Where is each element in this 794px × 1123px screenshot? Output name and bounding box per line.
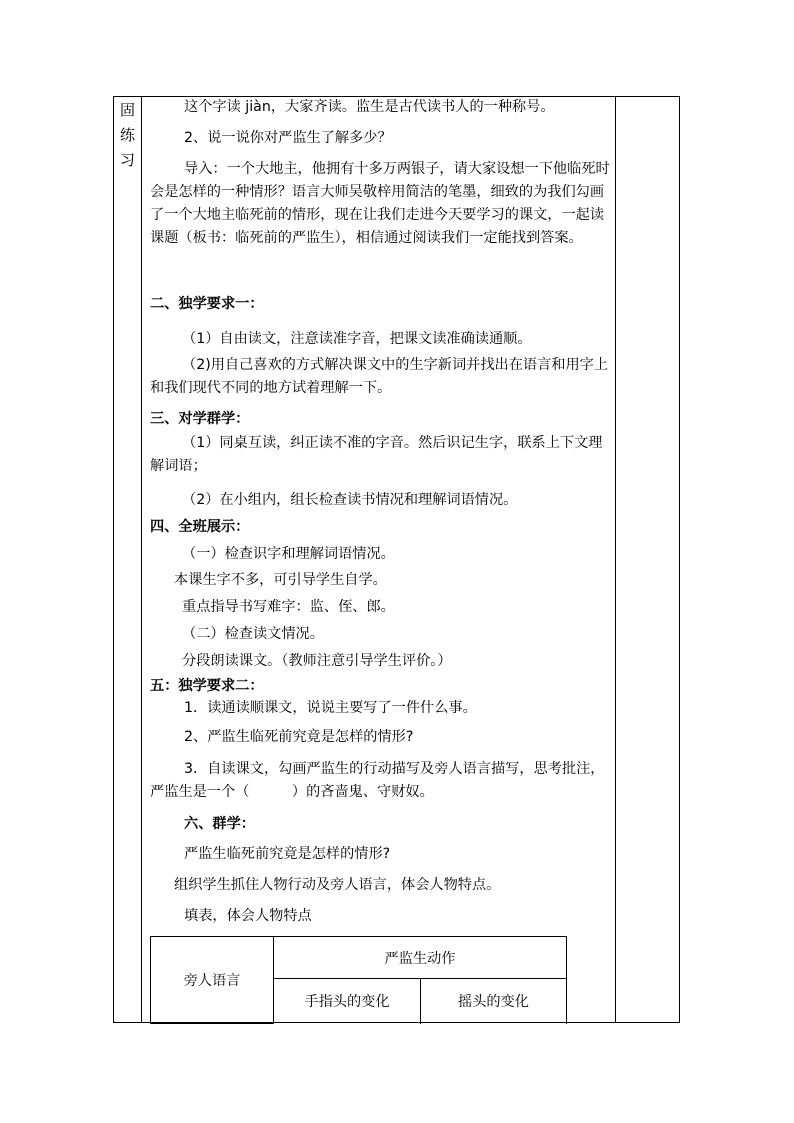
intro-paragraph: 导入：一个大地主，他拥有十多万两银子，请大家设想一下他临死时会是怎样的一种情形？语言大师吴敬梓用简洁的笔墨，细致的为我们勾画了一个大地主临死前的情形，现在让我们走进今天要学习的课文，一起读课题（板书：临死前的严监生），相信通过阅读我们一定能找到答案。 <box>150 161 610 246</box>
text-line: 这个字读 jiàn，大家齐读。监生是古代读书人的一种称号。 <box>184 99 555 115</box>
text-line: 1．读通读顺课文，说说主要写了一件什么事。 <box>184 700 477 716</box>
section-label-char: 习 <box>119 151 135 169</box>
text-line: 本课生字不多，可引导学生自学。 <box>174 572 387 588</box>
column-divider-right <box>615 96 616 1023</box>
section-label-char: 练 <box>119 126 135 144</box>
text-paragraph: 3．自读课文，勾画严监生的行动描写及旁人语言描写，思考批注，严监生是一个（ ）的吝啬鬼、守财奴。 <box>150 761 605 800</box>
text-line: （二）检查读文情况。 <box>182 626 324 642</box>
text-line: 分段朗读课文。（教师注意引导学生评价。） <box>182 653 452 669</box>
text-line: 严监生临死前究竟是怎样的情形? <box>184 846 391 862</box>
section-label-char: 固 <box>119 101 135 119</box>
section-label <box>114 98 141 173</box>
text-line: 2、说一说你对严监生了解多少？ <box>184 130 392 146</box>
text-paragraph: （2)用自己喜欢的方式解决课文中的生字新词并找出在语言和用字上和我们现代不同的地方试着理解一下。 <box>150 357 609 396</box>
text-line: 填表，体会人物特点 <box>184 908 312 924</box>
text-line: 2、严监生临死前究竟是怎样的情形? <box>184 729 414 745</box>
section-heading-4: 四、全班展示： <box>150 519 250 535</box>
text-line: （2）在小组内，组长检查读书情况和理解词语情况。 <box>182 492 518 508</box>
table-header-actions: 严监生动作 <box>274 937 567 979</box>
section-heading-6: 六、群学： <box>184 816 255 832</box>
text-paragraph: （1）同桌互读，纠正读不准的字音。然后识记生字，联系上下文理解词语； <box>150 435 603 474</box>
text-line: 组织学生抓住人物行动及旁人语言，体会人物特点。 <box>174 877 501 893</box>
table-subheader-head-shake: 摇头的变化 <box>421 979 567 1024</box>
text-line: （1）自由读文，注意读准字音，把课文读准确读通顺。 <box>182 331 532 347</box>
table-cell-bystander-words: 旁人语言 <box>151 937 274 1024</box>
section-heading-5: 五：独学要求二： <box>150 678 264 694</box>
section-heading-2: 二、独学要求一： <box>150 296 264 312</box>
text-line: 重点指导书写难字：监、侄、郎。 <box>182 599 395 615</box>
character-analysis-table <box>150 936 567 1024</box>
table-subheader-finger: 手指头的变化 <box>274 979 421 1024</box>
column-divider-left <box>141 96 142 1023</box>
section-heading-3: 三、对学群学： <box>150 411 250 427</box>
text-line: （一）检查识字和理解词语情况。 <box>182 546 395 562</box>
